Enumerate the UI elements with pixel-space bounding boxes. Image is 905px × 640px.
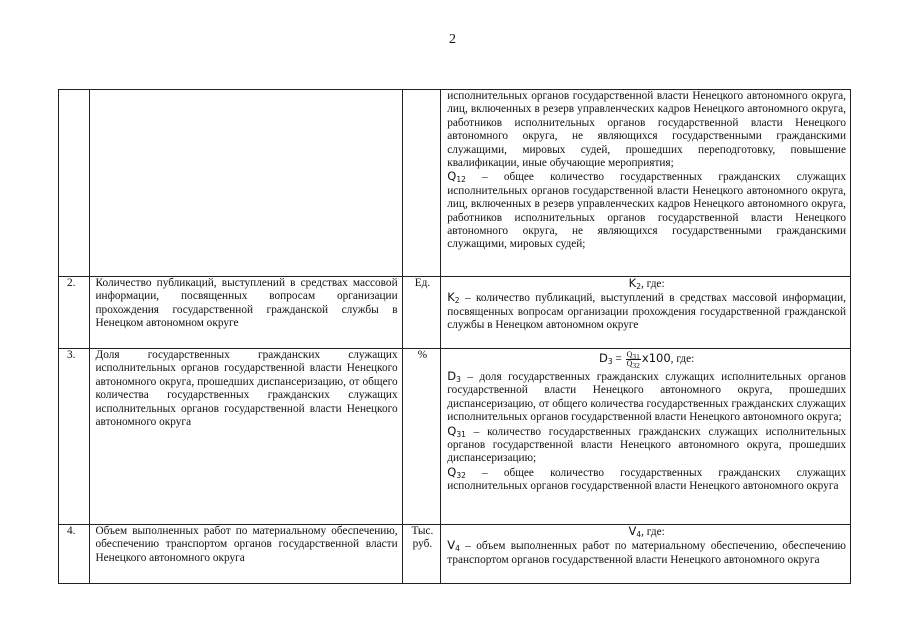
formula-symbol: $Q_{31}$ [447,423,466,439]
formula-symbol: $Q_{12}$ [447,169,466,185]
definition-item [447,425,846,466]
formula-symbol: $Q_{32}$ [447,464,466,480]
formula-fraction: $\frac{Q_{31}}{Q_{32}}$ [626,350,640,370]
definition-item [447,466,846,494]
indicator-name: Доля государственных гражданских служащих исполнительных органов государственной власти Ненецкого автономного округа, прошедших диспансеризацию, от общего количества государственных гражданских служащих исполнительных органов государственной власти Ненецкого автономного округа [89,349,402,525]
indicator-name: Объем выполненных работ по материальному обеспечению, обеспечению транспортом органов государственной власти Ненецкого автономного округа [89,525,402,584]
formula-symbol: $D_3$ [447,369,461,384]
table-row [59,90,851,277]
table-row [59,349,851,525]
definition-text: – количество государственных гражданских служащих исполнительных органов государственной власти Ненецкого автономного округа, прошедших диспансеризацию; [447,425,846,465]
definition-text: исполнительных органов государственной власти Ненецкого автономного округа, лиц, включенных в резерв управленческих кадров Ненецкого автономного округа, работников исполнительных органов государственной власти Ненецкого автономного округа, не являющихся государственными гражданскими служащими, мировых судей, прошедших переподготовку, повышение квалификации, иные обучающие мероприятия; [447,90,846,170]
indicator-name [89,90,402,277]
unit-cell: % [402,349,441,525]
table-row [59,525,851,584]
row-number: 4. [59,525,90,584]
row-number: 2. [59,277,90,349]
definition-item [447,291,846,332]
formula-cell [441,90,851,277]
indicator-name: Количество публикаций, выступлений в средствах массовой информации, посвященных вопросам организации прохождения государственной гражданской службы в Ненецком автономном округе [89,277,402,349]
definition-item [447,370,846,425]
definition-text: – количество публикаций, выступлений в средствах массовой информации, посвященных вопросам организации прохождения государственной гражданской службы в Ненецком автономном округе [447,292,847,332]
definition-text: – объем выполненных работ по материальному обеспечению, обеспечению транспортом органов государственной власти Ненецкого автономного округа [447,540,846,566]
indicators-table [58,89,851,584]
row-number [59,90,90,277]
definition-item [447,539,846,567]
unit-cell [402,90,441,277]
formula-cell [441,277,851,349]
definition-text: – общее количество государственных гражданских служащих исполнительных органов государственной власти Ненецкого автономного округа [447,466,846,493]
formula-cell [441,349,851,525]
definition-text: – доля государственных гражданских служащих исполнительных органов государственной власти Ненецкого автономного округа, прошедших диспансеризацию, от общего количества государственных гражданских служащих исполнительных органов государственной власти Ненецкого автономного округа; [447,371,847,424]
page-number: 2 [449,32,456,47]
formula-line: $K_2$, где: [628,276,665,291]
formula-symbol: $K_2$ [447,290,460,306]
definition-item [447,170,846,251]
formula-cell [441,525,851,584]
formula-symbol: $V_4$ [447,538,460,554]
unit-cell: Ед. [402,277,441,349]
row-number: 3. [59,349,90,525]
formula-line: $D_3$ = $\frac{Q_{31}}{Q_{32}}$ x100, где: [598,350,695,370]
definition-text: – общее количество государственных гражданских служащих исполнительных органов государственной власти Ненецкого автономного округа, лиц, включенных в резерв управленческих кадров Ненецкого автономного округа, работников исполнительных органов государственной власти Ненецкого автономного округа, не являющихся государственными гражданскими служащими, мировых судей; [447,171,846,251]
table-row [59,277,851,349]
formula-line: $V_4$, где: [628,524,665,539]
unit-cell: Тыс. руб. [402,525,441,584]
